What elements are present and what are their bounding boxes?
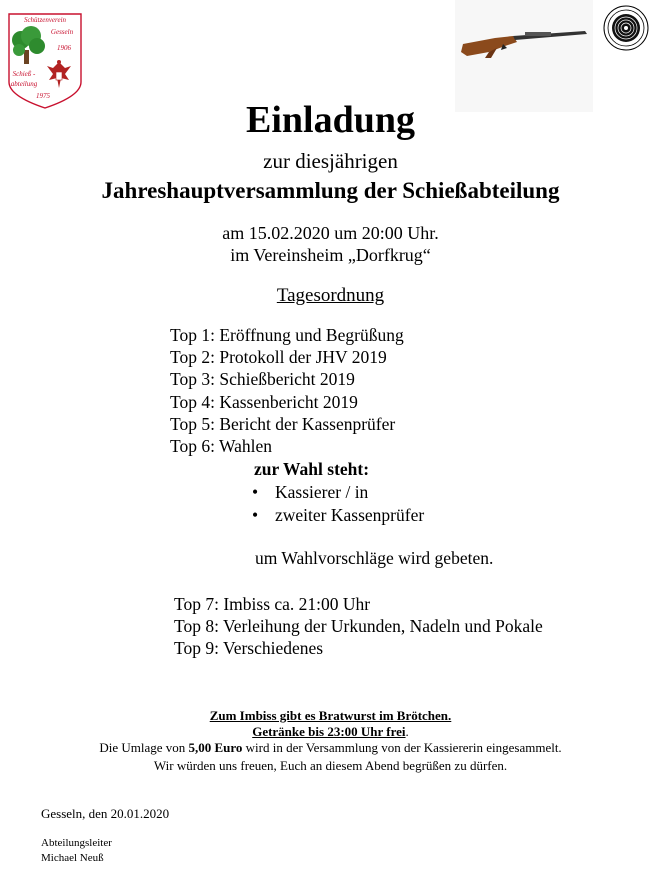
agenda-item: Top 6: Wahlen [170, 436, 273, 456]
logo-club-name: Schützenverein [23, 16, 67, 24]
election-position [252, 504, 424, 526]
place-date: Gesseln, den 20.01.2020 [41, 806, 170, 821]
logo-division-line1: Schieß - [12, 70, 36, 78]
club-logo [7, 12, 83, 110]
agenda-item: Top 4: Kassenbericht 2019 [170, 392, 358, 412]
agenda-item: Top 2: Protokoll der JHV 2019 [170, 347, 387, 367]
election-position [252, 481, 368, 503]
agenda-item: Top 3: Schießbericht 2019 [170, 369, 355, 389]
logo-town: Gesseln [50, 28, 74, 36]
bullet-icon: • [252, 505, 259, 525]
signer-name: Michael Neuß [41, 852, 104, 864]
agenda-item: Top 5: Bericht der Kassenprüfer [170, 414, 396, 434]
rifle-icon [455, 0, 593, 112]
proposal-note: um Wahlvorschläge wird gebeten. [255, 548, 494, 568]
closing-note: Wir würden uns freuen, Euch an diesem Abend begrüßen zu dürfen. [153, 758, 508, 773]
position-label: Kassierer / in [275, 482, 369, 502]
logo-division-year: 1975 [36, 92, 50, 100]
subtitle: zur diesjährigen [263, 149, 398, 173]
rifle-image [455, 0, 593, 112]
agenda-item: Top 1: Eröffnung und Begrüßung [170, 325, 404, 345]
position-label: zweiter Kassenprüfer [275, 505, 425, 525]
logo-club-year: 1906 [57, 44, 71, 52]
agenda-heading: Tagesordnung [276, 285, 385, 306]
headline: Jahreshauptversammlung der Schießabteilung [101, 178, 560, 203]
bullet-icon: • [252, 482, 259, 502]
agenda-item: Top 7: Imbiss ca. 21:00 Uhr [174, 594, 371, 614]
drinks-note [0, 724, 661, 740]
drinks-end: . [405, 724, 409, 739]
fee-amount: 5,00 Euro [188, 740, 243, 755]
logo-division-line2: abteilung [10, 80, 38, 88]
meeting-datetime: am 15.02.2020 um 20:00 Uhr. [222, 223, 439, 243]
fee-after: wird in der Versammlung von der Kassiererin eingesammelt. [242, 740, 562, 755]
election-heading: zur Wahl steht: [254, 459, 370, 479]
fee-before: Die Umlage von [99, 740, 189, 755]
agenda-item: Top 8: Verleihung der Urkunden, Nadeln und Pokale [174, 616, 543, 636]
signer-role: Abteilungsleiter [41, 837, 112, 849]
drinks-text: Getränke bis 23:00 Uhr frei [252, 724, 406, 739]
imbiss-note: Zum Imbiss gibt es Bratwurst im Brötchen. [209, 708, 452, 723]
agenda-item: Top 9: Verschiedenes [174, 638, 324, 658]
fee-note [0, 740, 661, 756]
page-title: Einladung [246, 99, 415, 141]
meeting-venue: im Vereinsheim „Dorfkrug“ [230, 245, 431, 265]
shooting-target-icon [603, 5, 649, 51]
